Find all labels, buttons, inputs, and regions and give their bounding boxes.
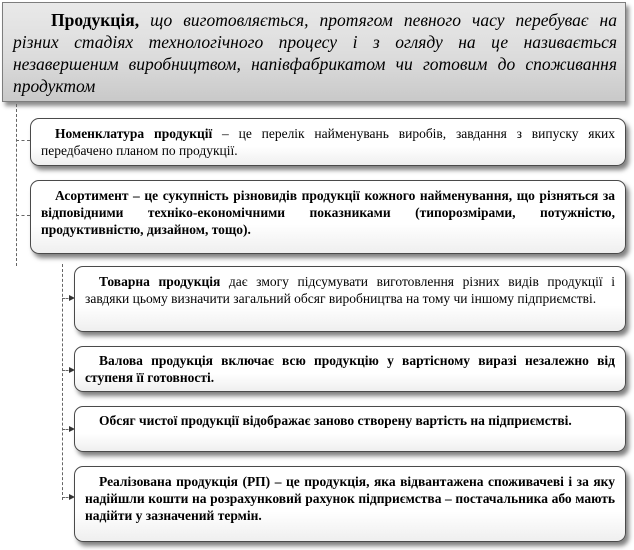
header-text xyxy=(13,9,617,97)
header-description: що виготовляється, протягом певного часу перебуває на різних стадіях технологічного процесу і з огляду на це називається незавершеним виробництвом, напівфабрикатом чи готовим до споживання продуктом xyxy=(13,10,617,96)
connector-branch-1 xyxy=(16,140,30,141)
card-assortment xyxy=(30,180,626,254)
card-text xyxy=(41,187,615,238)
card-sold-output xyxy=(74,466,626,542)
card-net-output xyxy=(74,406,626,452)
card-text xyxy=(85,273,615,307)
card-description: включає всю продукцію у вартісному виразі незалежно від ступеня її готовності. xyxy=(85,353,615,385)
card-term: Товарна продукція xyxy=(99,274,221,289)
connector-trunk-right xyxy=(62,264,63,500)
card-description: – це продукція, яка відвантажена споживачеві і за яку надійшли кошти на розрахунковий рахунок підприємства – постачальника або мають надійти у зазначений термін. xyxy=(85,474,615,523)
card-description: відображає заново створену вартість на підприємстві. xyxy=(239,413,572,428)
connector-branch-2 xyxy=(16,215,30,216)
card-term: Асортимент xyxy=(55,188,129,203)
card-text xyxy=(85,473,615,524)
card-commodity-output xyxy=(74,266,626,332)
header-term: Продукція, xyxy=(51,10,140,30)
card-description: – це перелік найменувань виробів, завдання з випуску яких передбачено планом по продукції. xyxy=(41,126,615,158)
connector-trunk-left xyxy=(16,104,17,266)
card-description: – це сукупність різновидів продукції кожного найменування, що різняться за відповідними техніко-економічними показниками (типорозмірами, потужністю, продуктивністю, дизайном, тощо). xyxy=(41,188,615,237)
card-term: Обсяг чистої продукції xyxy=(99,413,240,428)
card-gross-output xyxy=(74,346,626,392)
card-text xyxy=(85,352,615,386)
card-term: Валова продукція xyxy=(99,353,213,368)
card-term: Номенклатура продукції xyxy=(55,126,213,141)
card-term: Реалізована продукція (РП) xyxy=(99,474,271,489)
card-nomenclature xyxy=(30,118,626,166)
card-text xyxy=(85,412,615,429)
definition-header xyxy=(2,2,626,102)
card-description: дає змогу підсумувати виготовлення різних видів продукції і завдяки цьому визначити загальний обсяг виробництва на тому чи іншому підприємстві. xyxy=(85,274,615,306)
card-text xyxy=(41,125,615,159)
